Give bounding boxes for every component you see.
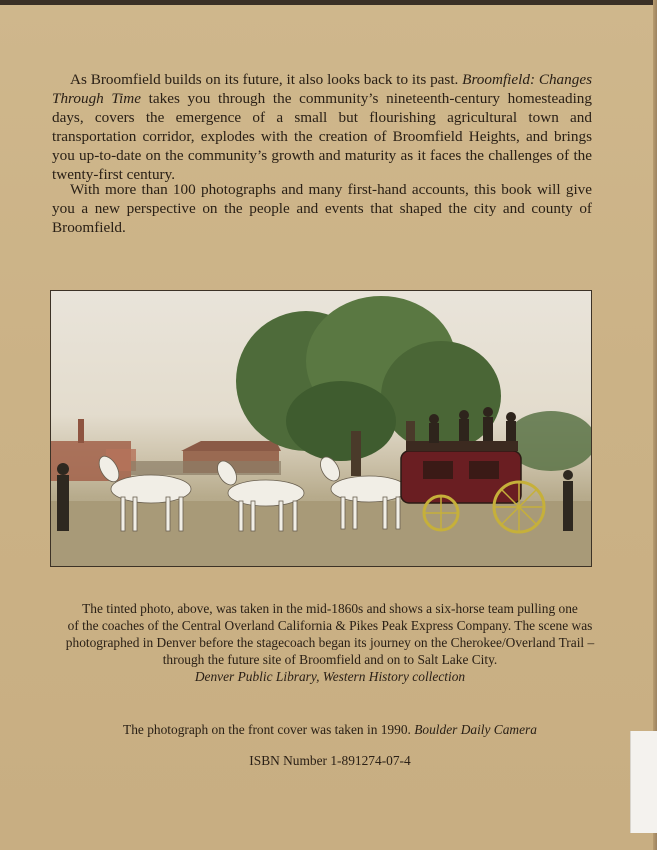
blurb-text-a: As Broomfield builds on its future, it also looks back to its past. [70,71,463,88]
caption-line-4: through the future site of Broomfield and on to Salt Lake City. [162,652,498,667]
barn-roof [181,441,281,451]
blurb-text-b: takes you through the community’s nineteenth-century homesteading days, covers the emergence of a small but flourishing agricultural town and transportation corridor, explodes with the creation of Broomfield Heights, and brings you up-to-date on the community’s growth and maturity as it faces the challenges of the twenty-first century. [52,90,592,183]
front-cover-text: The photograph on the front cover was taken in 1990. [123,722,415,737]
fence [131,461,281,475]
tree-canopy-4 [286,381,396,461]
ground [51,501,591,566]
stagecoach-photo [50,290,592,567]
library-sticker [630,731,657,833]
isbn-number: ISBN Number 1-891274-07-4 [249,753,411,768]
book-title: Broomfield: Changes Through Time [52,71,592,107]
tree-trunk [351,431,361,476]
man-right [563,481,573,531]
coach-body [401,451,521,503]
man-left [57,475,69,531]
front-cover-note [60,722,600,738]
top-edge [0,0,657,5]
caption-line-2: of the coaches of the Central Overland California & Pikes Peak Express Company. The scene was [67,618,593,633]
smokestack [78,419,84,443]
spine-edge [653,0,657,850]
photo-caption [60,600,600,685]
stagecoach-illustration [51,291,591,566]
caption-line-1: The tinted photo, above, was taken in the mid-1860s and shows a six-horse team pulling one [82,601,578,616]
coach-window-2 [469,461,499,479]
blurb-paragraph-2: With more than 100 photographs and many first-hand accounts, this book will give you a new perspective on the people and events that shaped the city and county of Broomfield. [52,181,592,236]
front-cover-credit: Boulder Daily Camera [414,722,537,737]
caption-credit: Denver Public Library, Western History collection [194,669,466,684]
coach-roof [406,441,518,451]
blurb-paragraph-1 [52,70,592,184]
caption-line-3: photographed in Denver before the stagecoach began its journey on the Cherokee/Overland Trail – [65,635,595,650]
coach-window [423,461,453,479]
